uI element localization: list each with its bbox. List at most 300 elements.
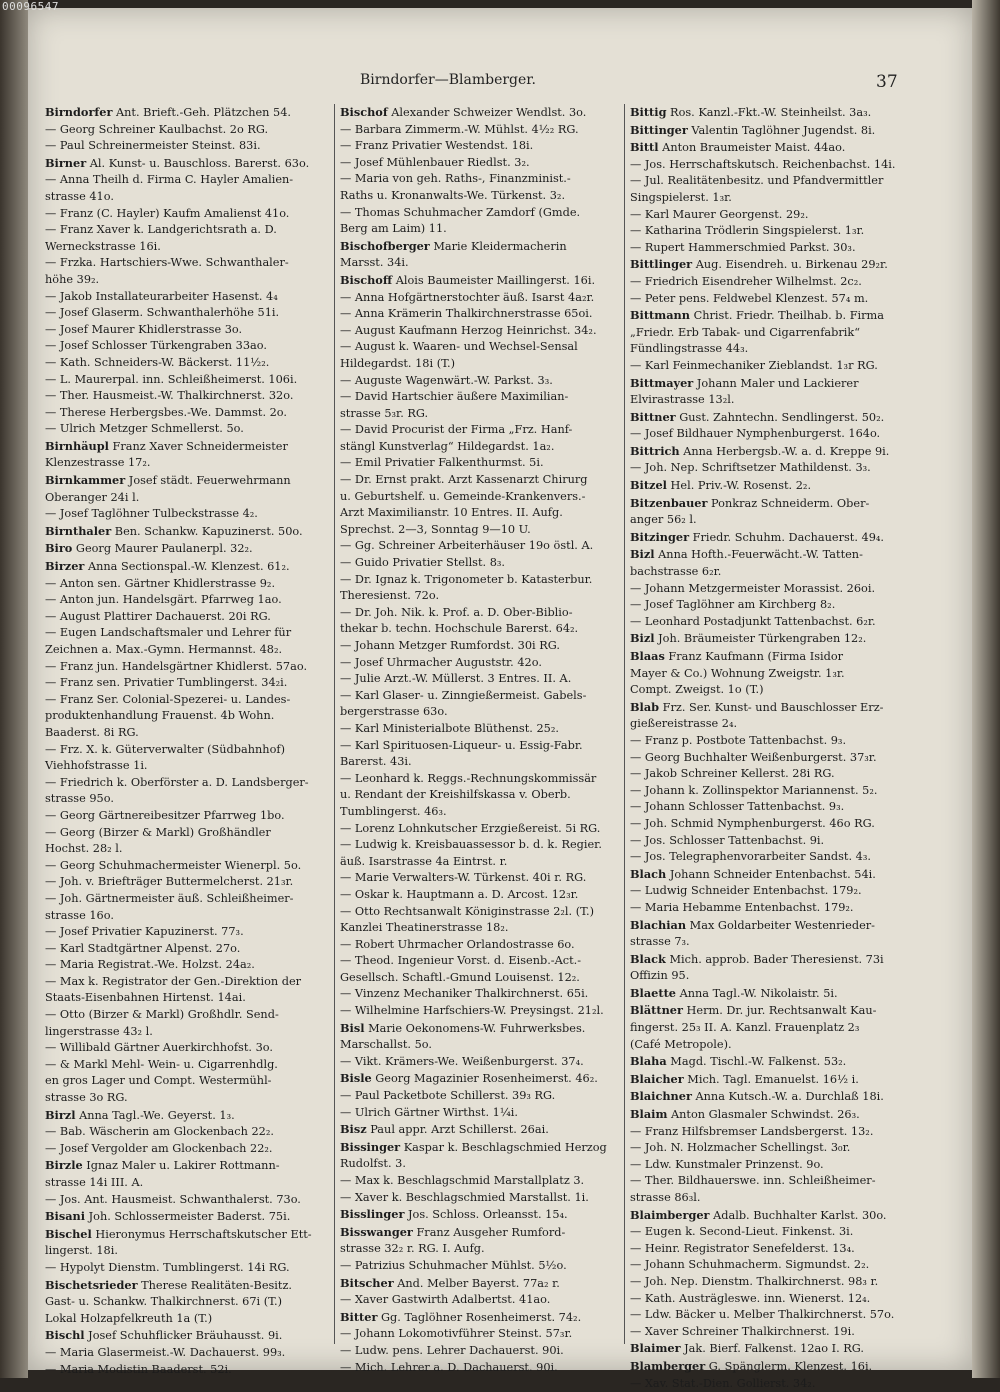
entry-text: — Karl Glaser- u. Zinngießermeist. Gabels- bbox=[340, 688, 587, 702]
entry-text: Sprechst. 2—3, Sonntag 9—10 U. bbox=[340, 522, 531, 536]
directory-entry bbox=[630, 1291, 912, 1308]
entry-text: — Hypolyt Dienstm. Tumblingerst. 14i RG. bbox=[45, 1260, 290, 1274]
directory-entry-surname bbox=[45, 104, 327, 122]
directory-entry bbox=[45, 1260, 327, 1277]
directory-entry bbox=[340, 605, 622, 622]
directory-entry bbox=[630, 1124, 912, 1141]
entry-text: Anna Tagl.-We. Geyerst. 1₃. bbox=[75, 1108, 235, 1122]
directory-entry-surname bbox=[630, 1358, 912, 1376]
surname-heading: Bittmann bbox=[630, 308, 690, 323]
entry-text: Anna Herbergsb.-W. a. d. Kreppe 9i. bbox=[679, 444, 890, 458]
column-rule bbox=[334, 104, 335, 1344]
entry-text: — Georg Buchhalter Weißenburgerst. 37₃r. bbox=[630, 750, 877, 764]
surname-heading: Birner bbox=[45, 155, 87, 170]
surname-heading: Bischof bbox=[340, 105, 388, 119]
surname-heading: Bischoff bbox=[340, 272, 393, 287]
directory-entry bbox=[45, 289, 327, 306]
directory-entry bbox=[340, 953, 622, 970]
directory-entry bbox=[630, 1157, 912, 1174]
entry-text: — Maria Modistin Baaderst. 52i. bbox=[45, 1362, 232, 1376]
entry-text: äuß. Isarstrasse 4a Eintrst. r. bbox=[340, 854, 508, 868]
entry-text: Viehhofstrasse 1i. bbox=[45, 759, 148, 773]
directory-entry bbox=[630, 1037, 912, 1054]
entry-text: Offizin 95. bbox=[630, 969, 690, 983]
directory-entry bbox=[45, 659, 327, 676]
entry-text: — Kath. Schneiders-W. Bäckerst. 11½₂. bbox=[45, 355, 270, 369]
directory-entry bbox=[340, 306, 622, 323]
surname-heading: Bisz bbox=[340, 1122, 367, 1137]
entry-text: Werneckstrasse 16i. bbox=[45, 239, 161, 253]
directory-entry bbox=[630, 783, 912, 800]
entry-text: Singspielerst. 1₃r. bbox=[630, 190, 732, 204]
entry-text: — Josef Taglöhner Tulbeckstrasse 4₂. bbox=[45, 507, 258, 521]
directory-entry bbox=[630, 291, 912, 308]
entry-text: strasse 95o. bbox=[45, 792, 114, 806]
entry-text: — Wilhelmine Harfschiers-W. Preysingst. 21₂l. bbox=[340, 1004, 604, 1018]
directory-entry bbox=[340, 1037, 622, 1054]
entry-text: — Ldw. Kunstmaler Prinzenst. 9o. bbox=[630, 1157, 824, 1171]
entry-text: — Eugen k. Second-Lieut. Finkenst. 3i. bbox=[630, 1225, 854, 1239]
entry-text: — Maria Registrat.-We. Holzst. 24a₂. bbox=[45, 958, 255, 972]
entry-text: — Georg (Birzer & Markl) Großhändler bbox=[45, 825, 271, 839]
entry-text: Zeichnen a. Max.-Gymn. Hermannst. 48₂. bbox=[45, 643, 283, 656]
entry-text: Oberanger 24i l. bbox=[45, 490, 140, 504]
directory-entry bbox=[630, 1173, 912, 1190]
surname-heading: Bitscher bbox=[340, 1275, 394, 1290]
entry-text: Ben. Schankw. Kapuzinerst. 50o. bbox=[111, 524, 303, 538]
directory-entry-surname bbox=[630, 1106, 912, 1124]
entry-text: Josef Schuhflicker Bräuhausst. 9i. bbox=[84, 1329, 283, 1343]
entry-text: höhe 39₂. bbox=[45, 272, 100, 286]
entry-text: Hieronymus Herrschaftskutscher Ett- bbox=[91, 1227, 312, 1241]
surname-heading: Birnkammer bbox=[45, 473, 126, 488]
directory-entry bbox=[630, 614, 912, 631]
entry-text: Hochst. 28₂ l. bbox=[45, 842, 123, 856]
entry-text: — Vinzenz Mechaniker Thalkirchnerst. 65i. bbox=[340, 987, 589, 1001]
entry-text: „Friedr. Erb Tabak- und Cigarrenfabrik“ bbox=[630, 325, 860, 339]
entry-text: strasse 3o RG. bbox=[45, 1091, 128, 1105]
directory-entry bbox=[340, 373, 622, 390]
surname-heading: Bittl bbox=[630, 140, 659, 155]
entry-text: — Georg Schreiner Kaulbachst. 2o RG. bbox=[45, 122, 269, 136]
entry-text: — Karl Maurer Georgenst. 29₂. bbox=[630, 207, 809, 221]
entry-text: — Peter pens. Feldwebel Klenzest. 57₄ m. bbox=[630, 291, 869, 305]
entry-text: — Josef Vergolder am Glockenbach 22₂. bbox=[45, 1141, 273, 1155]
surname-heading: Bisl bbox=[340, 1020, 365, 1035]
entry-text: anger 56₂ l. bbox=[630, 513, 697, 527]
surname-heading: Bitzinger bbox=[630, 529, 690, 544]
entry-text: — Joh. N. Holzmacher Schellingst. 3₀r. bbox=[630, 1141, 851, 1155]
directory-entry-surname bbox=[45, 523, 327, 541]
directory-entry bbox=[630, 750, 912, 767]
directory-entry bbox=[630, 799, 912, 816]
directory-entry bbox=[630, 1140, 912, 1157]
entry-text: — Anton jun. Handelsgärt. Pfarrweg 1ao. bbox=[45, 593, 282, 607]
entry-text: strasse 16o. bbox=[45, 908, 114, 922]
entry-text: gießereistrasse 2₄. bbox=[630, 717, 738, 731]
directory-entry bbox=[630, 426, 912, 443]
entries-column-3 bbox=[630, 104, 912, 1390]
surname-heading: Bittlinger bbox=[630, 257, 693, 272]
directory-entry-surname bbox=[45, 558, 327, 576]
directory-entry bbox=[45, 808, 327, 825]
entry-text: — Jul. Realitätenbesitz. und Pfandvermittler bbox=[630, 174, 884, 188]
directory-entry bbox=[340, 356, 622, 373]
directory-entry bbox=[630, 325, 912, 342]
entry-text: — Karl Stadtgärtner Alpenst. 27o. bbox=[45, 941, 241, 955]
directory-entry bbox=[45, 1345, 327, 1362]
directory-entry bbox=[45, 990, 327, 1007]
directory-entry-surname bbox=[630, 1002, 912, 1020]
directory-entry bbox=[340, 155, 622, 172]
directory-entry-surname bbox=[340, 1275, 622, 1293]
entry-text: stängl Kunstverlag“ Hildegardst. 1a₂. bbox=[340, 439, 555, 453]
entry-text: — Max k. Registrator der Gen.-Direktion der bbox=[45, 974, 302, 988]
entry-text: u. Rendant der Kreishilfskassa v. Oberb. bbox=[340, 788, 571, 802]
entry-text: Hildegardst. 18i (T.) bbox=[340, 356, 455, 370]
entry-text: — David Procurist der Firma „Frz. Hanf- bbox=[340, 423, 573, 437]
directory-entry bbox=[340, 1360, 622, 1377]
entry-text: — Katharina Trödlerin Singspielerst. 1₃r. bbox=[630, 224, 865, 238]
entry-text: — Otto Rechtsanwalt Königinstrasse 2₂l. (T.) bbox=[340, 904, 594, 918]
directory-entry-surname bbox=[340, 1224, 622, 1242]
directory-entry bbox=[340, 1156, 622, 1173]
entry-text: — Friedrich k. Oberförster a. D. Landsberger- bbox=[45, 775, 309, 789]
surname-heading: Bisslinger bbox=[340, 1207, 405, 1222]
directory-entry-surname bbox=[45, 1226, 327, 1244]
entry-text: Anna Hofth.-Feuerwächt.-W. Tatten- bbox=[654, 548, 863, 562]
directory-entry-surname bbox=[340, 1020, 622, 1038]
directory-entry bbox=[45, 1141, 327, 1158]
entry-text: Jos. Schloss. Orleansst. 15₄. bbox=[404, 1208, 568, 1222]
directory-entry bbox=[45, 222, 327, 239]
directory-entry bbox=[340, 455, 622, 472]
entry-text: — Thomas Schuhmacher Zamdorf (Gmde. bbox=[340, 205, 581, 219]
entry-text: — Georg Gärtnereibesitzer Pfarrweg 1bo. bbox=[45, 808, 285, 822]
entry-text: Alexander Schweizer Wendlst. 3o. bbox=[387, 106, 587, 119]
surname-heading: Bischel bbox=[45, 1226, 92, 1241]
entry-text: — Georg Schuhmachermeister Wienerpl. 5o. bbox=[45, 858, 302, 872]
surname-heading: Blaimer bbox=[630, 1341, 681, 1356]
directory-entry bbox=[340, 389, 622, 406]
directory-entry bbox=[340, 171, 622, 188]
entry-text: — Robert Uhrmacher Orlandostrasse 6o. bbox=[340, 937, 575, 951]
entry-text: — Dr. Ignaz k. Trigonometer b. Katasterbur. bbox=[340, 572, 593, 586]
directory-entry-surname bbox=[340, 1070, 622, 1088]
directory-entry bbox=[340, 1326, 622, 1343]
directory-entry-surname bbox=[630, 139, 912, 157]
entry-text: strasse 41o. bbox=[45, 189, 114, 203]
directory-entry bbox=[630, 1274, 912, 1291]
directory-entry bbox=[45, 1090, 327, 1107]
surname-heading: Bittner bbox=[630, 409, 676, 424]
directory-entry bbox=[630, 274, 912, 291]
directory-entry bbox=[630, 968, 912, 985]
directory-entry bbox=[340, 804, 622, 821]
directory-entry bbox=[630, 190, 912, 207]
entry-text: — Ludw. pens. Lehrer Dachauerst. 90i. bbox=[340, 1343, 564, 1357]
entry-text: — Franz p. Postbote Tattenbachst. 9₃. bbox=[630, 733, 847, 747]
entry-text: — & Markl Mehl- Wein- u. Cigarrenhdlg. bbox=[45, 1057, 278, 1071]
entry-text: Valentin Taglöhner Jugendst. 8i. bbox=[687, 123, 876, 137]
entry-text: — Theod. Ingenieur Vorst. d. Eisenb.-Act.- bbox=[340, 954, 582, 968]
directory-entry bbox=[340, 572, 622, 589]
directory-entry bbox=[340, 787, 622, 804]
directory-entry bbox=[340, 920, 622, 937]
directory-entry bbox=[45, 322, 327, 339]
entry-text: Compt. Zweigst. 1o (T.) bbox=[630, 683, 764, 697]
directory-entry bbox=[340, 937, 622, 954]
entry-text: Raths u. Kronanwalts-We. Türkenst. 3₂. bbox=[340, 188, 566, 202]
entry-text: — Leonhard Postadjunkt Tattenbachst. 6₂r. bbox=[630, 614, 876, 628]
directory-entry bbox=[630, 733, 912, 750]
entry-text: — Eugen Landschaftsmaler und Lehrer für bbox=[45, 626, 292, 640]
directory-entry-surname bbox=[630, 122, 912, 140]
directory-entry bbox=[340, 870, 622, 887]
entry-text: Magd. Tischl.-W. Falkenst. 53₂. bbox=[666, 1055, 847, 1069]
entry-text: — Mich. Lehrer a. D. Dachauerst. 90i. bbox=[340, 1360, 558, 1374]
directory-entry-surname bbox=[630, 630, 912, 648]
entry-text: — Ther. Bildhauerswe. inn. Schleißheimer- bbox=[630, 1174, 876, 1188]
surname-heading: Blamberger bbox=[630, 1358, 706, 1373]
entry-text: — Guido Privatier Stellst. 8₃. bbox=[340, 556, 506, 570]
directory-entry bbox=[45, 858, 327, 875]
entry-text: — Franz Privatier Westendst. 18i. bbox=[340, 139, 534, 153]
entry-text: — Jakob Installateurarbeiter Hasenst. 4₄ bbox=[45, 289, 278, 303]
directory-entry bbox=[340, 688, 622, 705]
page-number: 37 bbox=[876, 72, 898, 92]
entry-text: Franz Ausgeher Rumford- bbox=[412, 1225, 566, 1239]
directory-entry bbox=[340, 1190, 622, 1207]
entry-text: — August k. Waaren- und Wechsel-Sensal bbox=[340, 340, 578, 354]
directory-entry-surname bbox=[630, 495, 912, 513]
entry-text: — Karl Feinmechaniker Zieblandst. 1₃r RG. bbox=[630, 358, 878, 372]
surname-heading: Blab bbox=[630, 699, 660, 714]
entry-text: fingerst. 25₃ II. A. Kanzl. Frauenplatz 2₃ bbox=[630, 1021, 860, 1035]
entry-text: — Ludwig Schneider Entenbachst. 179₂. bbox=[630, 884, 862, 898]
entry-text: strasse 32₂ r. RG. I. Aufg. bbox=[340, 1242, 485, 1256]
entry-text: Jak. Bierf. Falkenst. 12ao I. RG. bbox=[680, 1342, 864, 1356]
entry-text: — Ulrich Metzger Schmellerst. 5o. bbox=[45, 422, 244, 436]
entry-text: — Josef Privatier Kapuzinerst. 77₃. bbox=[45, 925, 244, 939]
directory-entry bbox=[340, 738, 622, 755]
entry-text: — Ther. Hausmeist.-W. Thalkirchnerst. 32o. bbox=[45, 389, 294, 403]
entry-text: — Franz Xaver k. Landgerichtsrath a. D. bbox=[45, 223, 277, 237]
surname-heading: Bittmayer bbox=[630, 375, 694, 390]
entry-text: Klenzestrasse 17₂. bbox=[45, 456, 151, 470]
directory-entry bbox=[340, 771, 622, 788]
surname-heading: Birzle bbox=[45, 1158, 83, 1173]
entry-text: produktenhandlung Frauenst. 4b Wohn. bbox=[45, 709, 275, 723]
entry-text: Fündlingstrasse 44₃. bbox=[630, 342, 749, 356]
surname-heading: Birnthaler bbox=[45, 523, 112, 538]
directory-entry bbox=[630, 173, 912, 190]
directory-entry bbox=[340, 205, 622, 222]
entry-text: — Josef Maurer Khidlerstrasse 3o. bbox=[45, 322, 243, 336]
entry-text: — Lorenz Lohnkutscher Erzgießereist. 5i RG. bbox=[340, 821, 601, 835]
directory-entry bbox=[45, 758, 327, 775]
directory-entry-surname bbox=[45, 438, 327, 456]
directory-entry bbox=[630, 1224, 912, 1241]
entry-text: — Jos. Ant. Hausmeist. Schwanthalerst. 73o. bbox=[45, 1192, 301, 1206]
directory-entry bbox=[630, 849, 912, 866]
directory-entry bbox=[630, 157, 912, 174]
directory-entry bbox=[45, 421, 327, 438]
surname-heading: Blachian bbox=[630, 917, 687, 932]
entry-text: Gast- u. Schankw. Thalkirchnerst. 67i (T.) bbox=[45, 1295, 283, 1309]
directory-entry bbox=[45, 506, 327, 523]
entry-text: — Anna Krämerin Thalkirchnerstrasse 65oi. bbox=[340, 307, 593, 321]
directory-entry-surname bbox=[45, 155, 327, 173]
directory-entry bbox=[45, 1124, 327, 1141]
entry-text: — Bab. Wäscherin am Glockenbach 22₂. bbox=[45, 1125, 274, 1139]
directory-entry bbox=[630, 1190, 912, 1207]
directory-entry bbox=[45, 791, 327, 808]
directory-entry bbox=[630, 1324, 912, 1341]
directory-entry-surname bbox=[340, 1121, 622, 1139]
directory-entry bbox=[340, 472, 622, 489]
directory-entry bbox=[340, 1343, 622, 1360]
entry-text: — Johann k. Zollinspektor Mariannenst. 5₂. bbox=[630, 783, 878, 797]
entry-text: Johann Schneider Entenbachst. 54i. bbox=[666, 867, 876, 881]
directory-entry bbox=[45, 1040, 327, 1057]
surname-heading: Bizl bbox=[630, 547, 655, 562]
directory-entry bbox=[340, 538, 622, 555]
directory-entry bbox=[630, 240, 912, 257]
entry-text: — Ludwig k. Kreisbauassessor b. d. k. Regier. bbox=[340, 838, 602, 852]
surname-heading: Birzl bbox=[45, 1107, 76, 1122]
directory-entry bbox=[45, 490, 327, 507]
directory-entry bbox=[45, 1175, 327, 1192]
directory-entry-surname bbox=[630, 443, 912, 461]
entry-text: Mayer & Co.) Wohnung Zweigstr. 1₃r. bbox=[630, 666, 845, 680]
directory-entry bbox=[340, 1173, 622, 1190]
directory-entry bbox=[45, 692, 327, 709]
directory-entry bbox=[45, 305, 327, 322]
directory-entry bbox=[45, 172, 327, 189]
directory-entry bbox=[340, 255, 622, 272]
directory-entry bbox=[340, 489, 622, 506]
entry-text: — Maria Hebamme Entenbachst. 179₂. bbox=[630, 900, 854, 914]
directory-entry bbox=[340, 122, 622, 139]
directory-entry bbox=[340, 1054, 622, 1071]
directory-entry bbox=[45, 725, 327, 742]
directory-entry bbox=[45, 405, 327, 422]
surname-heading: Blaha bbox=[630, 1054, 667, 1069]
directory-entry bbox=[630, 358, 912, 375]
directory-entry bbox=[340, 422, 622, 439]
entry-text: — Anna Theilh d. Firma C. Hayler Amalien- bbox=[45, 173, 294, 187]
surname-heading: Bischetsrieder bbox=[45, 1277, 138, 1292]
surname-heading: Bisle bbox=[340, 1071, 372, 1086]
entry-text: — Joh. Nep. Dienstm. Thalkirchnerst. 98₃ r. bbox=[630, 1274, 879, 1288]
directory-entry-surname bbox=[45, 1327, 327, 1345]
entry-text: — Josef Taglöhner am Kirchberg 8₂. bbox=[630, 598, 836, 612]
directory-entry bbox=[340, 704, 622, 721]
directory-entry bbox=[45, 1243, 327, 1260]
surname-heading: Blach bbox=[630, 866, 667, 881]
entry-text: Berg am Laim) 11. bbox=[340, 222, 447, 236]
entry-text: Friedr. Schuhm. Dachauerst. 49₄. bbox=[689, 530, 885, 544]
entry-text: — August Kaufmann Herzog Heinrichst. 34₂. bbox=[340, 323, 597, 337]
entry-text: — Johann Metzgermeister Morassist. 26oi. bbox=[630, 581, 876, 595]
surname-heading: Bisswanger bbox=[340, 1224, 413, 1239]
entry-text: Anna Tagl.-W. Nikolaistr. 5i. bbox=[675, 986, 838, 1000]
entry-text: — Xaver Schreiner Thalkirchnerst. 19i. bbox=[630, 1324, 855, 1338]
entry-text: Herm. Dr. jur. Rechtsanwalt Kau- bbox=[682, 1004, 877, 1018]
entry-text: — Friedrich Eisendreher Wilhelmst. 2c₂. bbox=[630, 274, 862, 288]
directory-entry-surname bbox=[45, 1107, 327, 1125]
directory-entry-surname bbox=[630, 256, 912, 274]
entry-text: — Johann Schlosser Tattenbachst. 9₃. bbox=[630, 800, 845, 814]
directory-entry bbox=[340, 188, 622, 205]
directory-entry-surname bbox=[630, 104, 912, 122]
surname-heading: Bitzel bbox=[630, 478, 667, 493]
directory-entry-surname bbox=[340, 104, 622, 122]
directory-entry-surname bbox=[340, 1309, 622, 1327]
entry-text: — Franz Hilfsbremser Landsbergerst. 13₂. bbox=[630, 1124, 874, 1138]
directory-entry bbox=[45, 957, 327, 974]
directory-entry-surname bbox=[45, 1157, 327, 1175]
directory-entry-surname bbox=[630, 1071, 912, 1089]
directory-entry bbox=[340, 1003, 622, 1020]
directory-entry bbox=[340, 887, 622, 904]
entry-text: Ignaz Maler u. Lakirer Rottmann- bbox=[82, 1159, 280, 1173]
surname-heading: Bittrich bbox=[630, 443, 680, 458]
directory-entry bbox=[340, 721, 622, 738]
directory-entry bbox=[45, 675, 327, 692]
directory-entry bbox=[45, 841, 327, 858]
directory-entry bbox=[340, 1241, 622, 1258]
directory-entry bbox=[45, 255, 327, 272]
entry-text: — Karl Ministerialbote Blüthenst. 25₂. bbox=[340, 721, 559, 735]
directory-entry bbox=[45, 708, 327, 725]
entry-text: Joh. Bräumeister Türkengraben 12₂. bbox=[654, 632, 867, 646]
directory-entry-surname bbox=[630, 917, 912, 935]
directory-entry bbox=[45, 924, 327, 941]
surname-heading: Blaimberger bbox=[630, 1207, 710, 1222]
directory-entry bbox=[630, 460, 912, 477]
entry-text: — Joh. Schmid Nymphenburgerst. 46o RG. bbox=[630, 816, 875, 830]
book-binding-edge bbox=[0, 0, 28, 1378]
directory-entry bbox=[340, 1088, 622, 1105]
directory-entry-surname bbox=[45, 1277, 327, 1295]
directory-entry bbox=[340, 555, 622, 572]
directory-entry-surname bbox=[45, 1208, 327, 1226]
directory-entry bbox=[45, 189, 327, 206]
surname-heading: Biro bbox=[45, 541, 73, 556]
entry-text: — Josef Schlosser Türkengraben 33ao. bbox=[45, 339, 267, 353]
entry-text: — Paul Schreinermeister Steinst. 83i. bbox=[45, 139, 261, 153]
surname-heading: Bissinger bbox=[340, 1139, 401, 1154]
entry-text: — Patrizius Schuhmacher Mühlst. 5½o. bbox=[340, 1258, 567, 1272]
entry-text: strasse 14i III. A. bbox=[45, 1176, 144, 1189]
surname-heading: Blaas bbox=[630, 649, 665, 663]
directory-entry bbox=[340, 837, 622, 854]
entries-column-1 bbox=[45, 104, 327, 1376]
directory-entry bbox=[630, 512, 912, 529]
directory-entry bbox=[340, 439, 622, 456]
directory-entry bbox=[630, 1241, 912, 1258]
entry-text: Johann Maler und Lackierer bbox=[693, 376, 859, 390]
directory-entry bbox=[630, 581, 912, 598]
directory-entry bbox=[340, 1105, 622, 1122]
directory-entry bbox=[45, 874, 327, 891]
directory-entry bbox=[630, 682, 912, 699]
entry-text: — Josef Uhrmacher Auguststr. 42o. bbox=[340, 655, 542, 669]
entry-text: Theresienst. 72o. bbox=[340, 589, 440, 603]
surname-heading: Birndorfer bbox=[45, 105, 113, 119]
